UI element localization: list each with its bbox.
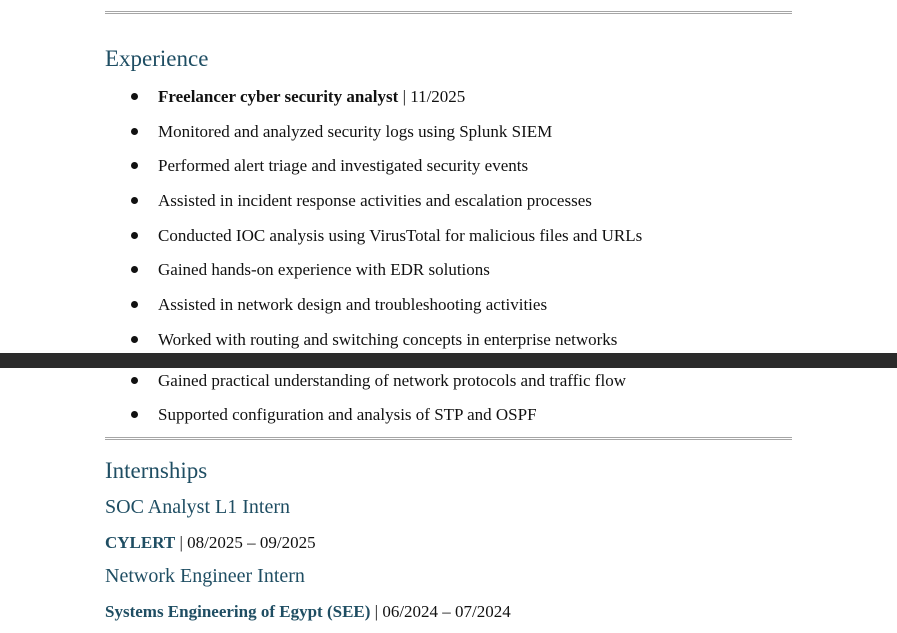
internships-heading: Internships bbox=[105, 458, 208, 483]
bullet-icon bbox=[131, 128, 138, 135]
internship-dates: | 08/2025 – 09/2025 bbox=[175, 533, 316, 552]
page-break-bar bbox=[0, 353, 897, 368]
company-name: CYLERT bbox=[105, 533, 176, 552]
bullet-icon bbox=[131, 93, 138, 100]
experience-item: Assisted in incident response activities and escalation processes bbox=[158, 191, 592, 210]
section-divider bbox=[105, 437, 792, 440]
experience-item: Performed alert triage and investigated security events bbox=[158, 156, 529, 175]
experience-item: Gained hands-on experience with EDR solutions bbox=[158, 260, 490, 279]
company-name: Systems Engineering of Egypt (SEE) bbox=[105, 602, 371, 621]
experience-item: Assisted in network design and troubleshooting activities bbox=[158, 295, 548, 314]
role-title: Freelancer cyber security analyst bbox=[158, 87, 399, 106]
internship-title: Network Engineer Intern bbox=[105, 565, 305, 587]
internship-company-line bbox=[105, 534, 316, 551]
experience-item: Conducted IOC analysis using VirusTotal for malicious files and URLs bbox=[158, 226, 643, 245]
experience-item: Gained practical understanding of network protocols and traffic flow bbox=[158, 371, 626, 390]
bullet-icon bbox=[131, 336, 138, 343]
role-date: | 11/2025 bbox=[398, 87, 466, 106]
experience-item: Worked with routing and switching concepts in enterprise networks bbox=[158, 330, 618, 349]
section-divider-top bbox=[105, 11, 792, 14]
experience-item: Monitored and analyzed security logs using Splunk SIEM bbox=[158, 122, 553, 141]
experience-item: Supported configuration and analysis of STP and OSPF bbox=[158, 405, 537, 424]
internship-dates: | 06/2024 – 07/2024 bbox=[370, 602, 511, 621]
bullet-icon bbox=[131, 197, 138, 204]
bullet-icon bbox=[131, 301, 138, 308]
internship-company-line bbox=[105, 603, 511, 620]
experience-item-role bbox=[158, 88, 465, 105]
bullet-icon bbox=[131, 377, 138, 384]
internship-title: SOC Analyst L1 Intern bbox=[105, 496, 290, 518]
bullet-icon bbox=[131, 411, 138, 418]
bullet-icon bbox=[131, 162, 138, 169]
bullet-icon bbox=[131, 232, 138, 239]
experience-heading: Experience bbox=[105, 46, 209, 71]
bullet-icon bbox=[131, 266, 138, 273]
